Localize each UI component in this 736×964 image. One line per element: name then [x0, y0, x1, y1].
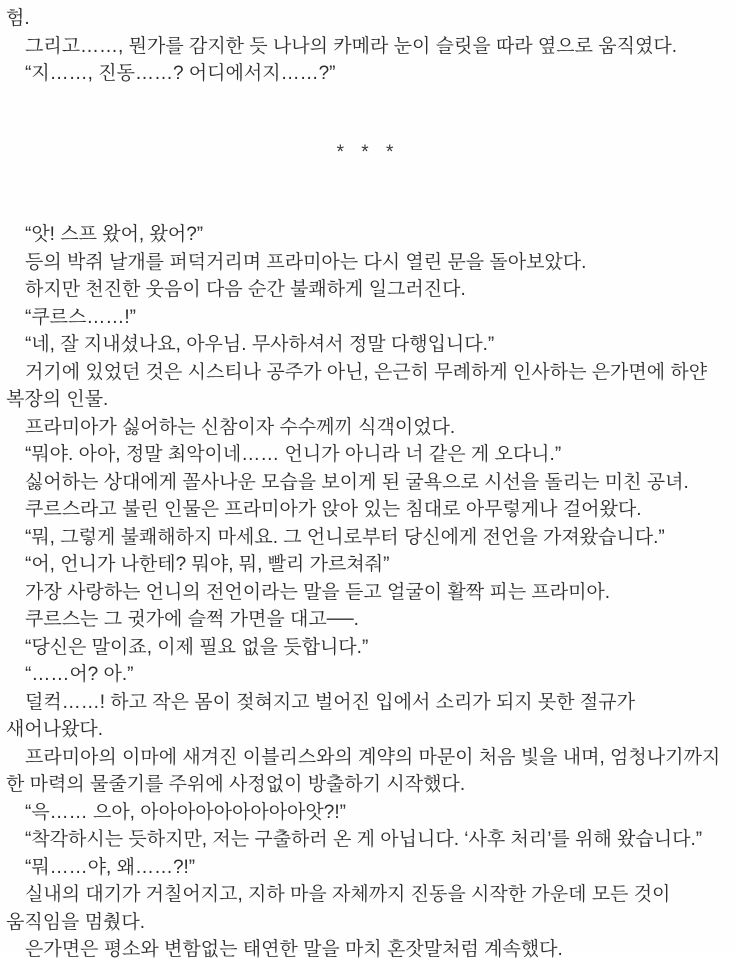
- dialogue-paragraph: “뭐……야, 왜……?!”: [25, 856, 196, 878]
- dialogue-paragraph: “당신은 말이죠, 이제 필요 없을 듯합니다.”: [25, 636, 369, 658]
- dialogue-paragraph: “쿠르스……!”: [25, 306, 136, 328]
- narration-paragraph: 등의 박쥐 날개를 퍼덕거리며 프라미아는 다시 열린 문을 돌아보았다.: [25, 251, 587, 273]
- narration-paragraph: 하지만 천진한 웃음이 다음 순간 불쾌하게 일그러진다.: [25, 279, 466, 300]
- dialogue-paragraph: “네, 잘 지내셨나요, 아우님. 무사하셔서 정말 다행입니다.”: [25, 334, 495, 355]
- text-content: [6, 5, 730, 964]
- dialogue-paragraph: “뭐, 그렇게 불쾌해하지 마세요. 그 언니로부터 당신에게 전언을 가져왔습니다.”: [25, 526, 665, 548]
- dialogue-paragraph: “……어? 아.”: [25, 664, 134, 685]
- narration-paragraph: 그리고……, 뭔가를 감지한 듯 나나의 카메라 눈이 슬릿을 따라 옆으로 움직였다.: [25, 35, 677, 57]
- narration-paragraph: 프라미아가 싫어하는 신참이자 수수께끼 식객이었다.: [25, 416, 456, 438]
- narration-paragraph: 싫어하는 상대에게 꼴사나운 모습을 보이게 된 굴욕으로 시선을 돌리는 미친 공녀.: [25, 471, 689, 493]
- narration-paragraph: 덜컥……! 하고 작은 몸이 젖혀지고 벌어진 입에서 소리가 되지 못한 절규가 새어나왔다.: [6, 691, 635, 740]
- dialogue-paragraph: “어, 언니가 나한테? 뭐야, 뭐, 빨리 가르쳐줘”: [25, 554, 390, 575]
- narration-paragraph: 가장 사랑하는 언니의 전언이라는 말을 듣고 얼굴이 활짝 피는 프라미아.: [25, 581, 611, 603]
- narration-paragraph: 쿠르스는 그 귓가에 슬쩍 가면을 대고──.: [25, 609, 359, 630]
- dialogue-paragraph: “윽…… 으아, 아아아아아아아아아앗?!”: [25, 801, 346, 823]
- narration-paragraph: 프라미아의 이마에 새겨진 이블리스와의 계약의 마문이 처음 빛을 내며, 엄청나기까지 한 마력의 물줄기를 주위에 사정없이 방출하기 시작했다.: [6, 746, 721, 795]
- narration-paragraph: 거기에 있었던 것은 시스티나 공주가 아닌, 은근히 무례하게 인사하는 은가면에 하얀 복장의 인물.: [6, 361, 708, 410]
- narration-paragraph: 은가면은 평소와 변함없는 태연한 말을 마치 혼잣말처럼 계속했다.: [25, 939, 563, 960]
- dialogue-paragraph: “앗! 스프 왔어, 왔어?”: [25, 224, 204, 245]
- narration-paragraph: 쿠르스라고 불린 인물은 프라미아가 앉아 있는 침대로 아무렇게나 걸어왔다.: [25, 499, 642, 520]
- section-separator: * * *: [336, 141, 400, 163]
- dialogue-paragraph: “뭐야. 아아, 정말 최악이네…… 언니가 아니라 너 같은 게 오다니.”: [25, 444, 562, 465]
- narration-paragraph: 험.: [6, 8, 30, 29]
- dialogue-paragraph: “지……, 진동……? 어디에서지……?”: [25, 63, 336, 84]
- dialogue-paragraph: “착각하시는 듯하지만, 저는 구출하러 온 게 아닙니다. ‘사후 처리’를 위해 왔습니다.”: [25, 829, 703, 850]
- narration-paragraph: 실내의 대기가 거칠어지고, 지하 마을 자체까지 진동을 시작한 가운데 모든 것이 움직임을 멈췄다.: [6, 884, 671, 933]
